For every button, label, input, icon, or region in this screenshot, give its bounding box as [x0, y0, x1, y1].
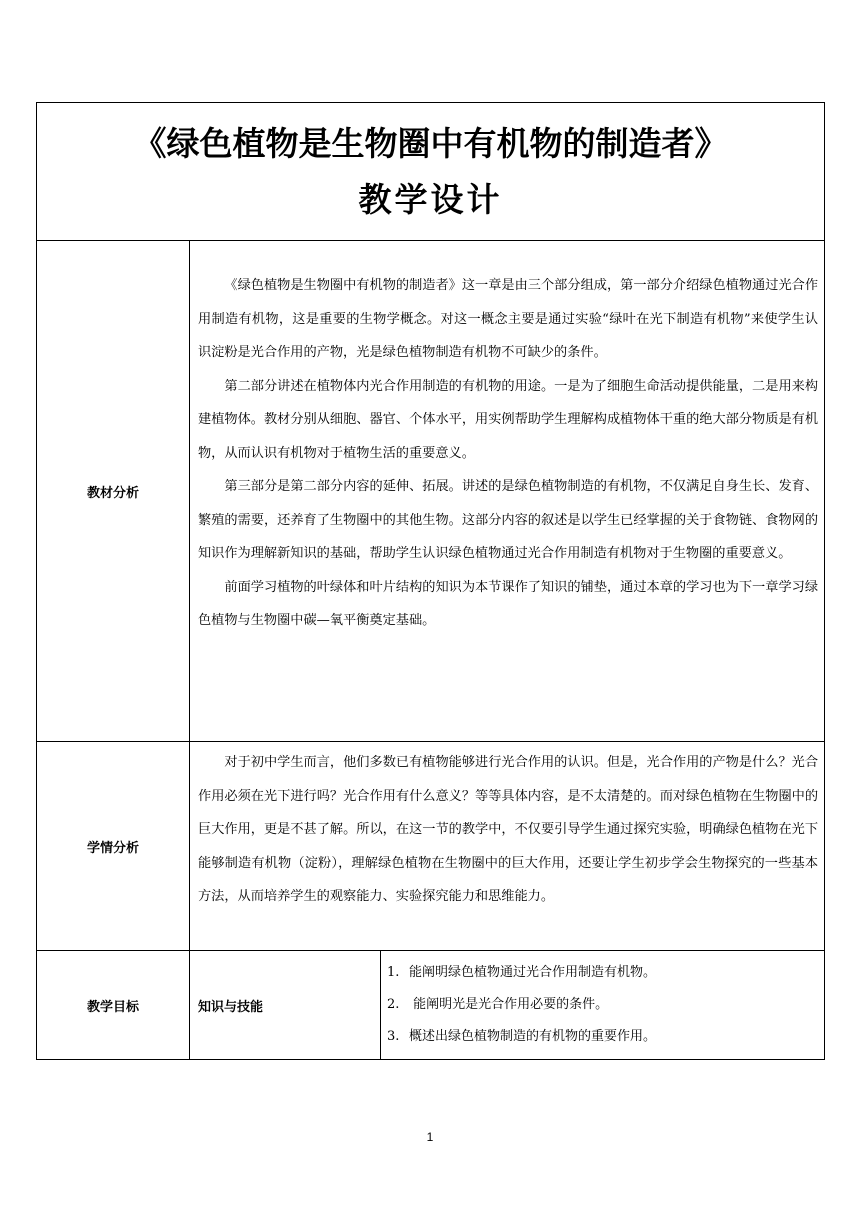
goal-item: [387, 957, 818, 989]
goal-text: 概述出绿色植物制造的有机物的重要作用。: [409, 1029, 657, 1044]
material-analysis-row: [37, 241, 825, 742]
student-paragraph: 对于初中学生而言，他们多数已有植物能够进行光合作用的认识。但是，光合作用的产物是什么？光合作用必须在光下进行吗？光合作用有什么意义？等等具体内容，是不太清楚的。而对绿色植物在生物圈中的巨大作用，更是不甚了解。所以，在这一节的教学中，不仅要引导学生通过探究实验，明确绿色植物在光下能够制造有机物（淀粉），理解绿色植物在生物圈中的巨大作用，还要让学生初步学会生物探究的一些基本方法，从而培养学生的观察能力、实验探究能力和思维能力。: [198, 755, 819, 904]
goal-text: 能阐明绿色植物通过光合作用制造有机物。: [409, 965, 657, 980]
goal-item: [387, 1021, 818, 1053]
material-paragraph-1: 《绿色植物是生物圈中有机物的制造者》这一章是由三个部分组成，第一部分介绍绿色植物通过光合作用制造有机物，这是重要的生物学概念。对这一概念主要是通过实验“绿叶在光下制造有机物”来使学生认识淀粉是光合作用的产物，光是绿色植物制造有机物不可缺少的条件。: [198, 278, 819, 360]
goal-list: [381, 951, 825, 1060]
material-analysis-content: [190, 241, 825, 742]
student-analysis-row: [37, 742, 825, 951]
goal-number: 1.: [387, 965, 400, 980]
page-number: 1: [426, 1130, 434, 1144]
document-title: 《绿色植物是生物圈中有机物的制造者》: [133, 123, 728, 163]
title-cell: [37, 103, 825, 241]
teaching-goals-row: [37, 951, 825, 1060]
student-analysis-content: [190, 742, 825, 951]
title-row: [37, 103, 825, 241]
material-paragraph-4: 前面学习植物的叶绿体和叶片结构的知识为本节课作了知识的铺垫，通过本章的学习也为下一章学习绿色植物与生物圈中碳—氧平衡奠定基础。: [198, 579, 819, 628]
goal-number: 2.: [387, 997, 400, 1012]
material-paragraph-3: 第三部分是第二部分内容的延伸、拓展。讲述的是绿色植物制造的有机物，不仅满足自身生长、发育、繁殖的需要，还养育了生物圈中的其他生物。这部分内容的叙述是以学生已经掌握的关于食物链、食物网的知识作为理解新知识的基础，帮助学生认识绿色植物通过光合作用制造有机物对于生物圈的重要意义。: [198, 479, 819, 561]
document-subtitle: 教学设计: [358, 179, 503, 219]
material-analysis-label: 教材分析: [37, 241, 190, 742]
material-paragraph-2: 第二部分讲述在植物体内光合作用制造的有机物的用途。一是为了细胞生命活动提供能量，二是用来构建植物体。教材分别从细胞、器官、个体水平，用实例帮助学生理解构成植物体干重的绝大部分物质是有机物，从而认识有机物对于植物生活的重要意义。: [198, 378, 819, 461]
goal-number: 3.: [387, 1029, 400, 1044]
teaching-goals-label: 教学目标: [37, 951, 190, 1060]
goal-item: [387, 989, 818, 1021]
lesson-plan-table: [36, 102, 825, 1060]
goal-text: 能阐明光是光合作用必要的条件。: [409, 997, 609, 1012]
student-analysis-label: 学情分析: [37, 742, 190, 951]
knowledge-skills-label: 知识与技能: [190, 951, 381, 1060]
